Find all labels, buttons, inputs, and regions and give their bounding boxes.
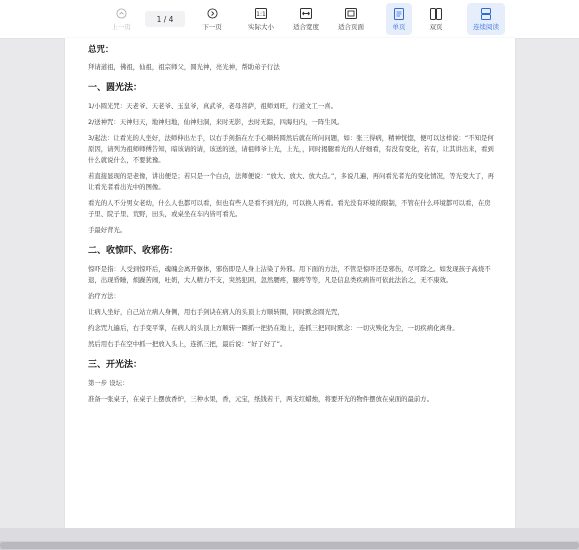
arrow-up-circle-icon — [115, 8, 127, 20]
section-title-fright: 二、收惊吓、收邪伤： — [88, 246, 179, 256]
single-page-button[interactable] — [386, 3, 412, 35]
page-content — [65, 38, 515, 405]
fit-width-icon — [300, 8, 312, 20]
double-page-label: 双页 — [429, 22, 443, 31]
fit-page-icon — [345, 8, 357, 20]
continuous-read-label: 连续阅读 — [473, 22, 499, 31]
prev-page-label: 上一页 — [111, 22, 131, 31]
scrollbar-thumb[interactable] — [0, 542, 579, 549]
viewer-toolbar — [0, 0, 579, 39]
paragraph: 第一步 设坛： — [88, 379, 129, 387]
section-title-consecration: 三、开光法： — [88, 360, 143, 370]
paragraph: 1/小圆光咒：天老爷、天老爷、玉皇爷，真武爷，老母菩萨，祖师刘旺，行道文工一喜。 — [88, 102, 338, 110]
actual-size-button[interactable] — [243, 3, 279, 35]
paragraph: 约念咒九遍后，右手变平掌，在病人的头顶上方顺转一圈抓一把扔在地上，连抓三把同时默念：一切灾殃化为尘，一切疾病化离身。 — [88, 324, 459, 332]
paragraph: 看光的人不分男女老幼，什么人也都可以看，但也有些人是看不到光的，可以换人再看。看光没有环境的限制，不管在什么环境都可以看，在房子里、院子里、荒野，田头，或桌坐在车内皆可看光。 — [88, 199, 491, 218]
fit-page-button[interactable] — [333, 3, 369, 35]
paragraph: 治疗方法： — [88, 292, 120, 300]
paragraph: 让病人坐好，自己站立病人身侧，用右手剑诀在病人的头顶上方顺转圈，同时默念圆光咒， — [88, 308, 344, 316]
page-indicator[interactable]: 1 / 4 — [145, 11, 185, 27]
continuous-read-button[interactable] — [467, 3, 505, 35]
continuous-read-icon — [480, 8, 492, 20]
next-page-label: 下一页 — [202, 22, 222, 31]
next-page-button[interactable] — [197, 3, 227, 35]
single-page-icon — [393, 8, 405, 20]
paragraph: 准备一张桌子，在桌子上摆放香炉，三种水果，香，元宝，纸钱若干，两支红蜡烛，将要开光的物件摆放在桌面的最前方。 — [88, 395, 434, 403]
single-page-label: 单页 — [392, 22, 406, 31]
actual-size-icon — [255, 8, 267, 20]
svg-text:1:1: 1:1 — [256, 11, 266, 18]
document-page — [65, 38, 515, 528]
double-page-button[interactable] — [423, 3, 449, 35]
section-title-general-incantation: 总咒： — [88, 45, 114, 55]
fit-width-label: 适合宽度 — [293, 22, 319, 31]
arrow-right-circle-icon — [206, 8, 218, 20]
actual-size-label: 实际大小 — [248, 22, 274, 31]
fit-page-label: 适合页面 — [338, 22, 364, 31]
section-title-round-light: 一、圆光法： — [88, 83, 143, 93]
double-page-icon — [430, 8, 442, 20]
prev-page-button[interactable] — [106, 3, 136, 35]
paragraph: 惊吓是指：人受到惊吓后，魂魄会离开躯体，邪伤即是人身上沾染了外邪。用下面的方法，不管是惊吓还是邪伤，尽可除之。如发现孩子高烧不退，出现昏睡，烦躁苦闹，吐奶，大人精力不支，突然犯困，忽然腰疼，腿疼等等，凡是信息类疾病皆可依此法治之，无不康效。 — [88, 265, 491, 284]
horizontal-scrollbar[interactable] — [0, 541, 579, 550]
paragraph: 然后用右手在空中抓一把放入头上，连抓三把，最后说：“好了好了”。 — [88, 340, 287, 348]
paragraph: 3/起法：让看光的人坐好，法师伸出左手，以右手剑指在左手心顺转圆然后就在所问问题，如：张三得病，精神恍惚，便可以这样说：“不知是何原因，请列为祖师师傅告知，暗该请的请，该送的送，请祖师爷上光，上光，，同时揭腿看光的人仔细看，有没有变化，若有，让其讲出来，看到什么就说什么，不要犹豫。 — [88, 134, 494, 164]
fit-width-button[interactable] — [288, 3, 324, 35]
paragraph: 手最好背光。 — [88, 226, 127, 234]
paragraph: 若直接显现的是老像，讲出便是；若只是一个白点，法师便说：“放大、放大、放大点。”，多说几遍，再问看光者光的变化情况，等光变大了，再让看光者看出光中的图像。 — [88, 172, 495, 191]
paragraph: 2/送神咒：天神归天，地神归地，仙神归洞，来时无影，去时无踪，四海归内，一阵生风。 — [88, 118, 344, 126]
paragraph: 拜请道祖，佛祖，仙祖，祖宗师父，圆光神，亮光神，帮助弟子行法 — [88, 63, 280, 71]
